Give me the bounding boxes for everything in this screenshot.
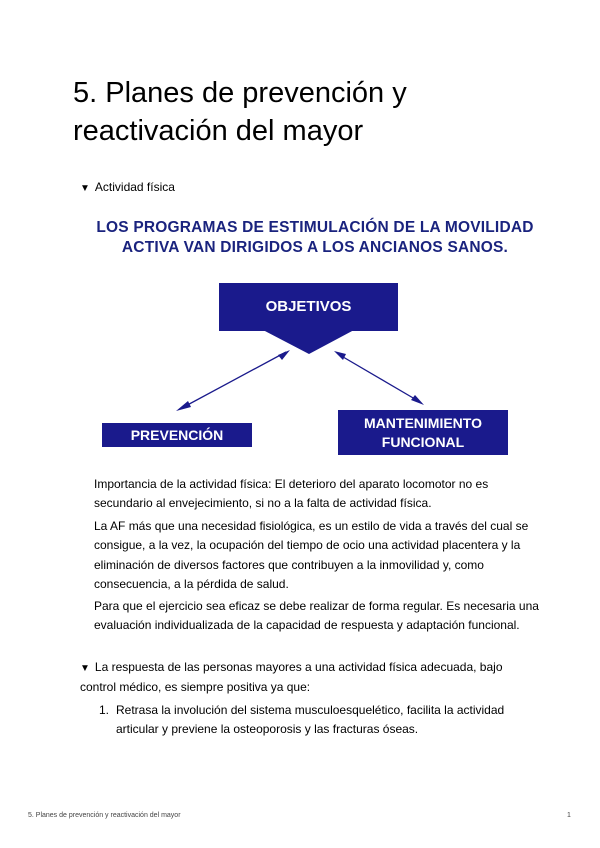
objetivos-box: OBJETIVOS (219, 283, 398, 331)
list-item-number: 1. (99, 703, 110, 717)
triangle-bullet-icon: ▼ (80, 183, 90, 194)
objetivos-down-arrow (263, 330, 354, 354)
arrowhead-top-left-icon (278, 350, 290, 360)
footer-page-number: 1 (567, 812, 571, 819)
triangle-bullet-icon: ▼ (80, 663, 90, 674)
diagram-heading: LOS PROGRAMAS DE ESTIMULACIÓN DE LA MOVILIDAD ACTIVA VAN DIRIGIDOS A LOS ANCIANOS SANOS. (96, 219, 534, 256)
mantenimiento-box (338, 410, 508, 455)
arrowhead-prevencion-icon (176, 401, 191, 411)
footer-title: 5. Planes de prevención y reactivación del mayor (28, 812, 181, 819)
paragraph-af: La AF más que una necesidad fisiológica, es un estilo de vida a través del cual se consigue, a la vez, la ocupación del tiempo de ocio una actividad placentera y la eliminación de diversos factores que contribuyen a la inmovilidad y, como consecuencia, a la pérdida de salud. (94, 519, 529, 591)
arrowhead-top-right-icon (334, 351, 346, 360)
bullet-actividad-label: Actividad física (94, 180, 175, 194)
arrow-to-mantenimiento (338, 354, 420, 402)
list-item-text: Retrasa la involución del sistema musculoesquelético, facilita la actividad articular y previene la osteoporosis y las fracturas óseas. (116, 703, 505, 737)
bullet-respuesta (80, 658, 540, 698)
paragraph-importancia: Importancia de la actividad física: El deterioro del aparato locomotor no es secundario al envejecimiento, si no a la falta de actividad física. (94, 477, 489, 511)
prevencion-box: PREVENCIÓN (102, 423, 252, 447)
paragraph-ejercicio: Para que el ejercicio sea eficaz se debe realizar de forma regular. Es necesaria una evaluación individualizada de la capacidad de respuesta y adaptación funcional. (94, 599, 539, 633)
mantenimiento-line1: MANTENIMIENTO (364, 415, 482, 431)
page-title: 5. Planes de prevención y reactivación del mayor (73, 77, 407, 147)
arrow-to-prevencion (180, 352, 286, 409)
list-item (99, 701, 539, 740)
arrowhead-mantenimiento-icon (411, 395, 424, 405)
bullet-respuesta-text: La respuesta de las personas mayores a una actividad física adecuada, bajo control médico, es siempre positiva ya que: (80, 660, 503, 695)
mantenimiento-line2: FUNCIONAL (381, 434, 465, 450)
